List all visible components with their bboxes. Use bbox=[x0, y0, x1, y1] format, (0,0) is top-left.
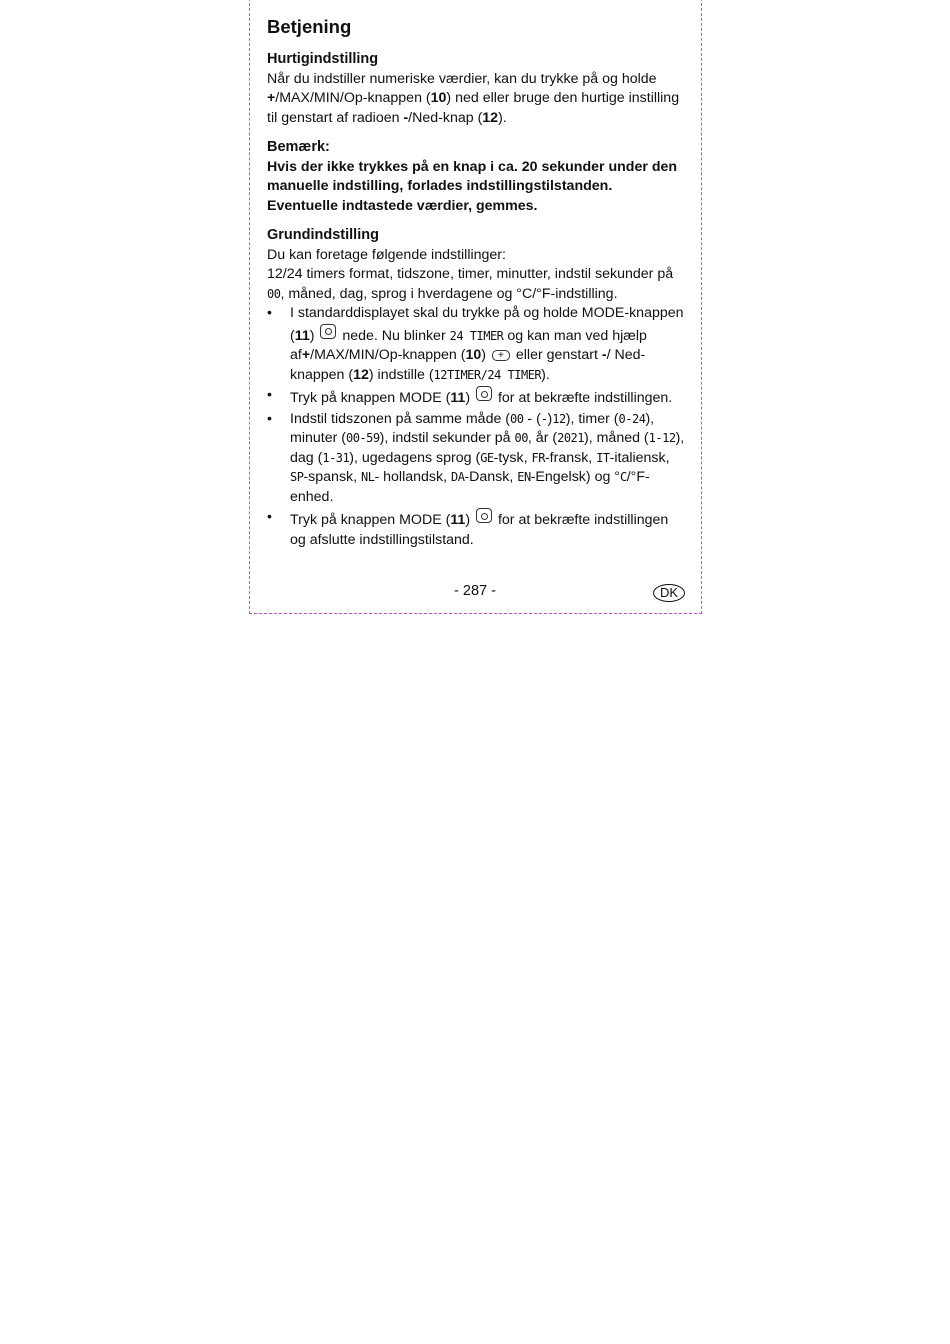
instruction-list bbox=[267, 304, 687, 550]
basic-setting-section bbox=[267, 226, 687, 550]
basic-setting-intro: Du kan foretage følgende indstillinger: 12/24 timers format, tidszone, timer, minutter, indstil sekunder på 00, måned, dag, sprog i hverdagene og °C/°F-indstilling. bbox=[267, 246, 674, 302]
note-heading: Bemærk: bbox=[267, 139, 330, 155]
mode-button-icon bbox=[476, 386, 492, 401]
page-title: Betjening bbox=[267, 16, 352, 37]
mode-button-icon bbox=[320, 324, 336, 339]
page-number: - 287 - bbox=[454, 583, 496, 599]
plus-button-icon: + bbox=[492, 350, 510, 361]
page-content bbox=[267, 14, 687, 551]
mode-button-icon bbox=[476, 508, 492, 523]
basic-setting-heading: Grundindstilling bbox=[267, 227, 379, 243]
list-item: • Tryk på knappen MODE (11) for at bekræfte indstillingen og afslutte indstillingstilstand. bbox=[267, 509, 669, 548]
language-badge: DK bbox=[653, 584, 685, 602]
note-text: Hvis der ikke trykkes på en knap i ca. 20 sekunder under den manuelle indstilling, forlades indstillingstilstanden. Eventuelle indtastede værdier, gemmes. bbox=[267, 158, 678, 214]
quick-setting-heading: Hurtigindstilling bbox=[267, 51, 379, 67]
list-item: • Tryk på knappen MODE (11) for at bekræfte indstillingen. bbox=[267, 387, 673, 406]
quick-setting-text: Når du indstiller numeriske værdier, kan du trykke på og holde +/MAX/MIN/Op-knappen (10) ned eller bruge den hurtige instilling til genstart af radioen -/Ned-knap (12). bbox=[267, 70, 680, 126]
list-item: • I standarddisplayet skal du trykke på og holde MODE-knappen (11) nede. Nu blinker 24 TIMER og kan man ved hjælp af+/MAX/MIN/Op-knappen (10) + eller genstart -/ Ned-knappen (12) indstille (12TIMER/24 TIMER). bbox=[267, 305, 684, 383]
list-item: • Indstil tidszonen på samme måde (00 - (-)12), timer (0-24), minuter (00-59), indstil sekunder på 00, år (2021), måned (1-12), dag (1-31), ugedagens sprog (GE-tysk, FR-fransk, IT-italiensk, SP-spansk, NL- hollandsk, DA-Dansk, EN-Engelsk) og °C/°F-enhed. bbox=[267, 410, 685, 505]
note-section bbox=[267, 138, 687, 216]
quick-setting-section bbox=[267, 50, 687, 128]
